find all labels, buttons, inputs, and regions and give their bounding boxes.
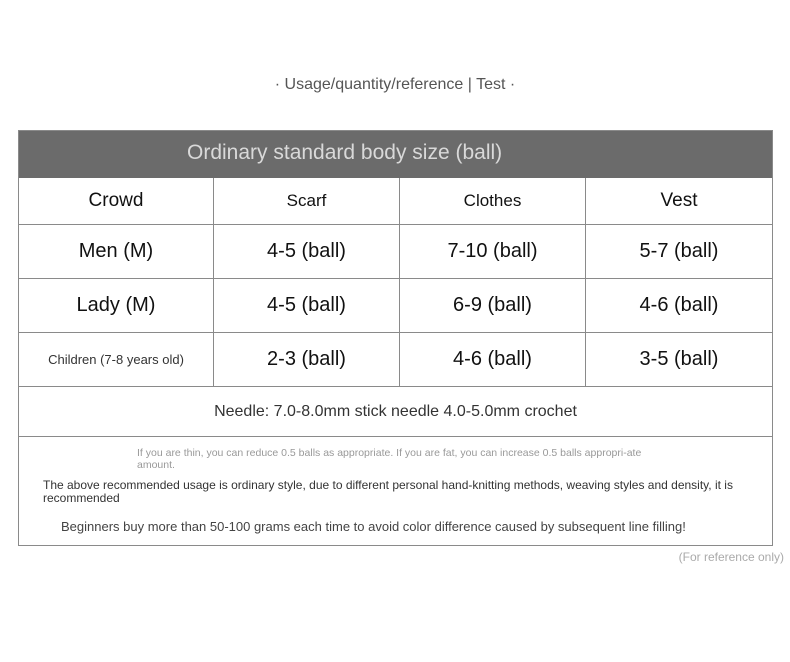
needle-row: [19, 386, 772, 436]
vest-cell: 3-5 (ball): [585, 333, 772, 386]
needle-text: Needle: 7.0-8.0mm stick needle 4.0-5.0mm crochet: [214, 402, 577, 420]
table-row: [19, 332, 772, 386]
recommended-note: The above recommended usage is ordinary style, due to different personal hand-knitting methods, weaving styles and density, it is recommended: [43, 478, 733, 505]
clothes-cell: 7-10 (ball): [399, 225, 585, 278]
table-row: [19, 278, 772, 332]
table-row: [19, 224, 772, 278]
thin-fat-note: If you are thin, you can reduce 0.5 balls as appropriate. If you are fat, you can increase 0.5 balls appropri-ate amount.: [137, 447, 642, 471]
usage-table: [18, 130, 773, 546]
beginners-note: Beginners buy more than 50-100 grams each time to avoid color difference caused by subsequent line filling!: [61, 519, 686, 534]
vest-cell: 4-6 (ball): [585, 279, 772, 332]
table-header: [19, 131, 772, 178]
scarf-cell: 4-5 (ball): [213, 225, 399, 278]
crowd-cell: Lady (M): [76, 294, 156, 316]
column-header-vest: Vest: [585, 178, 772, 224]
column-header-clothes: Clothes: [399, 178, 585, 224]
clothes-cell: 6-9 (ball): [399, 279, 585, 332]
column-header-scarf: Scarf: [213, 178, 399, 224]
column-header-crowd: Crowd: [88, 190, 144, 211]
reference-footnote: (For reference only): [678, 550, 784, 564]
crowd-cell: Children (7-8 years old): [48, 352, 184, 367]
scarf-cell: 2-3 (ball): [213, 333, 399, 386]
clothes-cell: 4-6 (ball): [399, 333, 585, 386]
crowd-cell: Men (M): [78, 240, 154, 262]
page-title: · Usage/quantity/reference | Test ·: [274, 76, 516, 93]
vest-cell: 5-7 (ball): [585, 225, 772, 278]
table-header-title: Ordinary standard body size (ball): [187, 141, 503, 164]
notes-section: [19, 436, 772, 545]
scarf-cell: 4-5 (ball): [213, 279, 399, 332]
table-column-header-row: [19, 178, 772, 224]
